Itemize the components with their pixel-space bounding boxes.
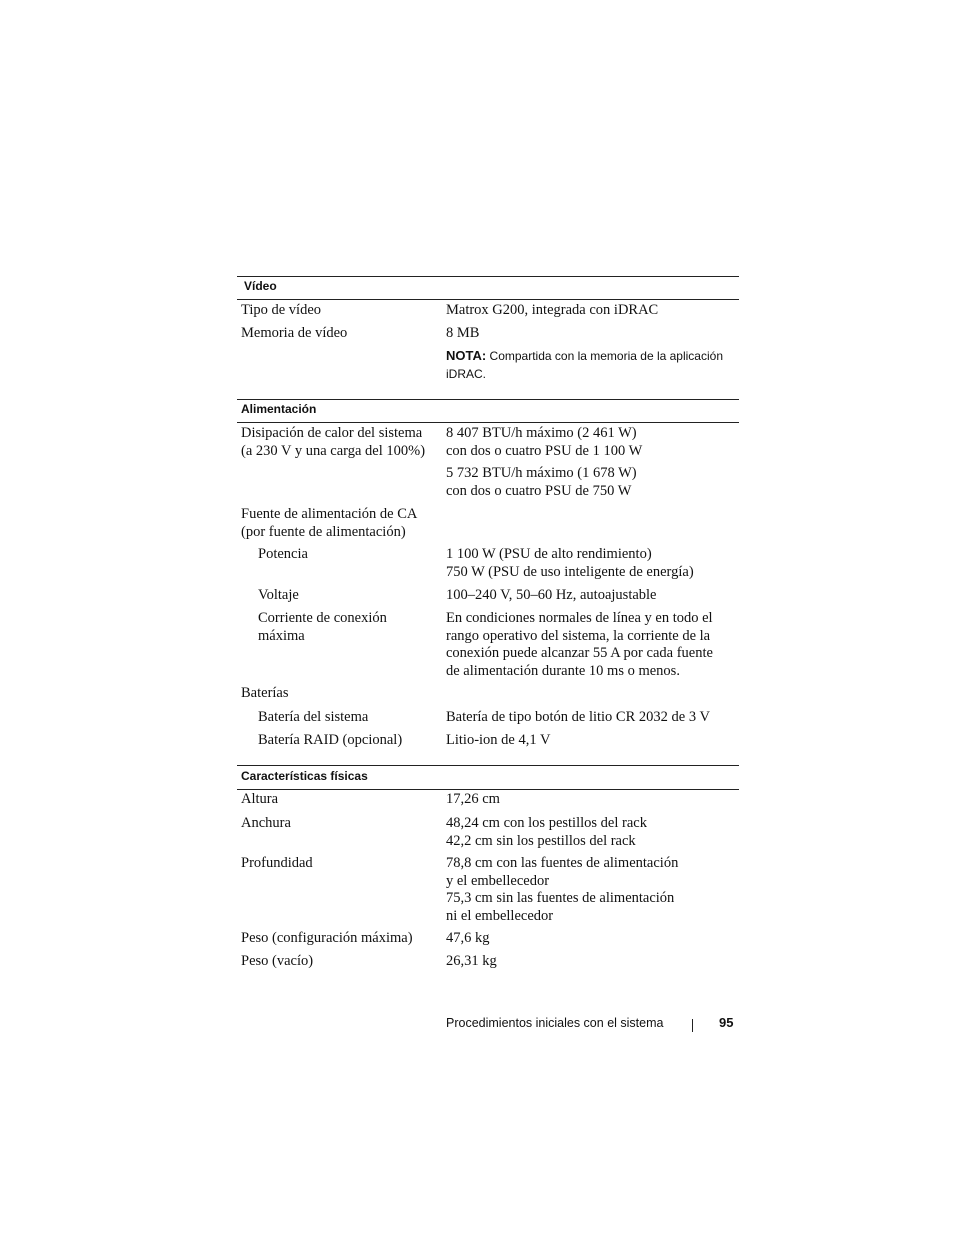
inrush-current-value: En condiciones normales de línea y en todo el rango operativo del sistema, la corriente de la conexión puede alcanzar 55 A por cada fuente de alimentación durante 10 ms o menos. xyxy=(446,610,713,679)
weight-empty-value: 26,31 kg xyxy=(446,953,497,969)
power-wattage-label: Potencia xyxy=(258,546,308,562)
note-text-line2: iDRAC. xyxy=(446,367,487,381)
section-title-power: Alimentación xyxy=(241,402,317,416)
width-label: Anchura xyxy=(241,815,291,831)
video-note xyxy=(446,347,738,383)
video-type-value: Matrox G200, integrada con iDRAC xyxy=(446,302,659,318)
video-type-label: Tipo de vídeo xyxy=(241,302,322,318)
note-text-line1: Compartida con la memoria de la aplicación xyxy=(489,349,723,363)
voltage-value: 100–240 V, 50–60 Hz, autoajustable xyxy=(446,587,657,603)
raid-battery-label: Batería RAID (opcional) xyxy=(258,732,403,748)
footer-chapter-title: Procedimientos iniciales con el sistema xyxy=(446,1016,664,1030)
heat-dissipation-value-750w: 5 732 BTU/h máximo (1 678 W) con dos o cuatro PSU de 750 W xyxy=(446,465,637,499)
page-number: 95 xyxy=(719,1015,734,1030)
system-battery-value: Batería de tipo botón de litio CR 2032 de 3 V xyxy=(446,709,710,725)
height-value: 17,26 cm xyxy=(446,791,500,807)
section-top-rule-physical xyxy=(237,765,739,766)
weight-max-label: Peso (configuración máxima) xyxy=(241,930,413,946)
height-label: Altura xyxy=(241,791,279,807)
inrush-current-label: Corriente de conexión máxima xyxy=(258,610,387,644)
width-value: 48,24 cm con los pestillos del rack 42,2 cm sin los pestillos del rack xyxy=(446,815,647,849)
heat-dissipation-value-1100w: 8 407 BTU/h máximo (2 461 W) con dos o cuatro PSU de 1 100 W xyxy=(446,425,643,459)
section-bottom-rule-video xyxy=(237,299,739,300)
depth-label: Profundidad xyxy=(241,855,313,871)
section-title-physical: Características físicas xyxy=(241,769,368,783)
batteries-label: Baterías xyxy=(241,685,289,701)
weight-empty-label: Peso (vacío) xyxy=(241,953,314,969)
raid-battery-value: Litio-ion de 4,1 V xyxy=(446,732,551,748)
section-title-video: Vídeo xyxy=(244,279,277,293)
footer-divider xyxy=(692,1019,693,1032)
power-wattage-value: 1 100 W (PSU de alto rendimiento) 750 W (PSU de uso inteligente de energía) xyxy=(446,546,694,580)
section-bottom-rule-power xyxy=(237,422,739,423)
heat-dissipation-label: Disipación de calor del sistema (a 230 V y una carga del 100%) xyxy=(241,425,426,459)
section-top-rule-video xyxy=(237,276,739,277)
system-battery-label: Batería del sistema xyxy=(258,709,369,725)
depth-value: 78,8 cm con las fuentes de alimentación y el embellecedor 75,3 cm sin las fuentes de alimentación ni el embellecedor xyxy=(446,855,679,924)
weight-max-value: 47,6 kg xyxy=(446,930,490,946)
section-bottom-rule-physical xyxy=(237,789,739,790)
video-memory-value: 8 MB xyxy=(446,325,480,341)
ac-power-supply-label: Fuente de alimentación de CA (por fuente de alimentación) xyxy=(241,506,418,540)
section-top-rule-power xyxy=(237,399,739,400)
voltage-label: Voltaje xyxy=(258,587,299,603)
note-label: NOTA: xyxy=(446,348,487,363)
video-memory-label: Memoria de vídeo xyxy=(241,325,348,341)
